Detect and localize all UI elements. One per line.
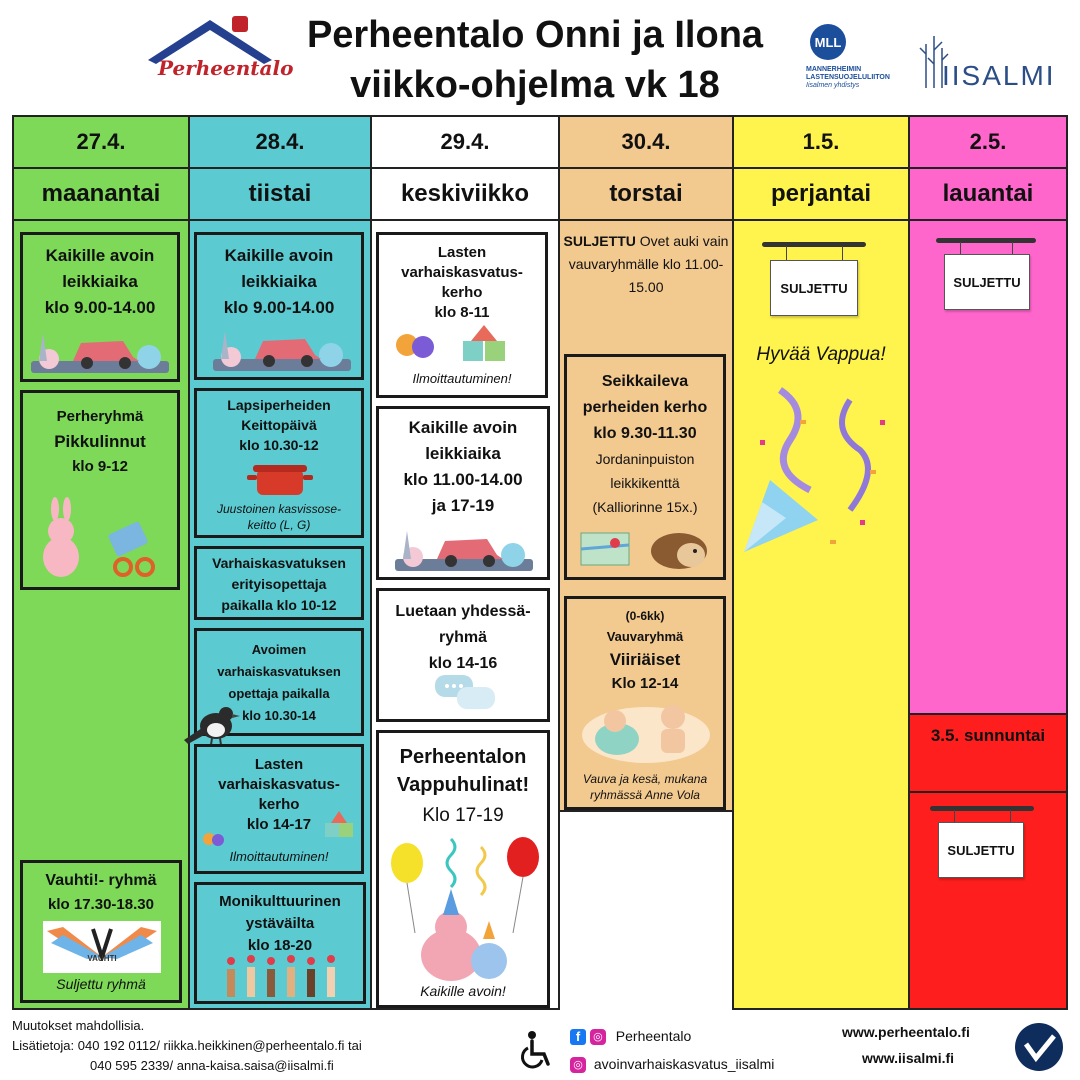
event-mon-playtime [20, 232, 180, 382]
event-line: leikkiaika [425, 444, 501, 463]
toy-blocks-icon [459, 323, 509, 363]
date-tuesday: 28.4. [190, 117, 370, 169]
vappu-greeting: Hyvää Vappua! [756, 344, 886, 365]
event-line: ystäväilta [245, 915, 315, 932]
event-line: klo 14-16 [428, 655, 498, 672]
event-line: Lasten [437, 244, 487, 261]
paint-hands-icon [201, 827, 227, 849]
sign-rod [936, 238, 1036, 243]
event-line: klo 10.30-14 [242, 708, 316, 723]
dayname-saturday: lauantai [910, 169, 1066, 221]
paint-hands-icon [393, 327, 439, 361]
event-tue-earlyedclub [194, 744, 364, 874]
event-line: varhaiskasvatuksen [217, 664, 341, 679]
event-mon-familygroup [20, 390, 180, 590]
facebook-icon: f [570, 1029, 586, 1045]
footer-social-facebook[interactable] [570, 1026, 691, 1046]
event-tue-specialteacher [194, 546, 364, 620]
event-line: Klo 12-14 [611, 675, 679, 692]
date-monday: 27.4. [14, 117, 188, 169]
page-title-line2: viikko-ohjelma vk 18 [350, 64, 720, 106]
dayname-friday: perjantai [734, 169, 908, 221]
event-note: Kaikille avoin! [420, 983, 506, 999]
event-line: vauvaryhmälle [568, 256, 659, 272]
dayname-wednesday: keskiviikko [372, 169, 558, 221]
event-tue-playtime [194, 232, 364, 380]
event-line: klo 10.30-12 [239, 437, 319, 453]
perheentalo-logo-text: Perheentalo [158, 56, 294, 80]
date-sunday: 3.5. [930, 726, 960, 745]
instagram-icon: ◎ [590, 1029, 606, 1045]
event-line: ryhmä [438, 629, 488, 646]
event-note: keitto (L, G) [247, 518, 311, 532]
link-iisalmi[interactable]: www.iisalmi.fi [862, 1050, 955, 1066]
dayname-monday: maanantai [14, 169, 188, 221]
event-line: klo 8-11 [434, 304, 490, 321]
event-wed-vappuhulinat [376, 730, 550, 1008]
toy-car-icon [29, 321, 171, 375]
event-line: Kaikille avoin [224, 246, 334, 265]
closed-sign-sunday: SULJETTU [938, 822, 1024, 878]
event-line: Luetaan yhdessä- [395, 603, 531, 620]
toy-car-icon [393, 519, 535, 573]
event-line: ja 17-19 [431, 496, 495, 515]
footer-contact-1: Lisätietoja: 040 192 0112/ riikka.heikkinen@perheentalo.fi tai [12, 1038, 362, 1053]
event-mon-vauhti [20, 860, 182, 1003]
sign-rope [1012, 242, 1013, 254]
event-line: Seikkaileva [601, 373, 689, 390]
event-line: Viiriäiset [609, 650, 681, 669]
event-line: Keittopäivä [241, 417, 317, 433]
footer-changes: Muutokset mahdollisia. [12, 1018, 145, 1033]
link-perheentalo[interactable]: www.perheentalo.fi [842, 1024, 970, 1040]
event-thu-adventureclub [564, 354, 726, 580]
event-note: ryhmässä Anne Vola [590, 788, 700, 802]
event-line: varhaiskasvatus- [218, 776, 340, 793]
event-line: klo 9.30-11.30 [593, 425, 697, 442]
map-hedgehog-icon [577, 525, 717, 571]
event-line: kerho [441, 284, 483, 301]
event-line: Vauhti!- ryhmä [45, 872, 157, 889]
sign-rope [954, 810, 955, 822]
event-line: klo 14-17 [246, 816, 312, 833]
date-saturday: 2.5. [910, 117, 1066, 169]
instagram-icon: ◎ [570, 1057, 586, 1073]
sign-rope [960, 242, 961, 254]
mll-logo: MLL [810, 24, 846, 60]
event-line: opettaja paikalla [228, 686, 330, 701]
vauhti-logo-text: VAUHTI [87, 954, 117, 963]
iisalmi-logo-text: IISALMI [942, 60, 1056, 91]
event-line: Perheentalon [399, 746, 527, 768]
event-wed-earlyedclub [376, 232, 548, 398]
closed-sign-friday: SULJETTU [770, 260, 858, 316]
event-line: leikkiaika [241, 272, 317, 291]
event-line: Perheryhmä [56, 408, 144, 425]
toy-car-icon [211, 319, 353, 373]
event-line: kerho [258, 796, 300, 813]
event-line: perheiden kerho [582, 399, 708, 416]
thu-closed-info [560, 230, 732, 299]
dayname-thursday: torstai [560, 169, 732, 221]
event-line: (Kalliorinne 15x.) [592, 499, 698, 515]
sign-rod [762, 242, 866, 247]
event-line: Klo 17-19 [422, 805, 504, 826]
date-wednesday: 29.4. [372, 117, 558, 169]
footer-contact-2: 040 595 2339/ anna-kaisa.saisa@iisalmi.fi [90, 1058, 334, 1073]
dayname-tuesday: tiistai [190, 169, 370, 221]
event-line: leikkikenttä [610, 475, 680, 491]
event-line: klo 17.30-18.30 [48, 896, 154, 913]
event-note: Ilmoittautuminen! [229, 849, 329, 864]
event-note: Suljettu ryhmä [56, 976, 146, 992]
event-line: Varhaiskasvatuksen [212, 555, 346, 571]
date-thursday: 30.4. [560, 117, 732, 169]
party-birds-balloons-icon [385, 837, 543, 987]
event-line: Lasten [254, 756, 304, 773]
event-line: Pikkulinnut [54, 432, 146, 451]
event-line: Ovet auki vain [639, 233, 729, 249]
event-wed-playtime [376, 406, 550, 580]
event-line: Jordaninpuiston [595, 451, 695, 467]
social-label: Perheentalo [615, 1028, 692, 1044]
event-line: Monikulttuurinen [219, 893, 341, 910]
organization-seal-icon [1014, 1022, 1064, 1072]
event-line: paikalla klo 10-12 [221, 597, 337, 613]
event-line: klo 9.00-14.00 [223, 298, 335, 317]
perheentalo-logo-house [140, 14, 280, 94]
babies-icon [581, 701, 711, 763]
raised-hands-hearts-icon [221, 955, 341, 997]
event-line: (0-6kk) [625, 609, 665, 623]
dayname-sunday: sunnuntai [963, 726, 1046, 745]
sunday-header [910, 715, 1066, 793]
event-line: klo 9-12 [72, 458, 128, 475]
event-line: leikkiaika [62, 272, 138, 291]
sign-rod [930, 806, 1034, 811]
column-friday [732, 115, 910, 1010]
wheelchair-accessible-icon [518, 1030, 554, 1070]
mll-text-1: MANNERHEIMIN [806, 66, 862, 73]
footer-social-instagram[interactable] [570, 1054, 774, 1074]
event-line: klo 18-20 [247, 937, 313, 954]
closed-sign-saturday: SULJETTU [944, 254, 1030, 310]
event-wed-readingroup [376, 588, 550, 722]
event-line: klo 9.00-14.00 [44, 298, 156, 317]
event-line: Kaikille avoin [408, 418, 518, 437]
event-tue-multicultural [194, 882, 366, 1004]
event-line: varhaiskasvatus- [401, 264, 523, 281]
soup-pot-icon [245, 461, 315, 497]
event-line: Lapsiperheiden [227, 397, 331, 413]
toy-blocks-icon [323, 809, 355, 839]
mll-text-3: Iisalmen yhdistys [806, 82, 860, 89]
event-line: Avoimen [251, 642, 307, 657]
event-line: klo 11.00-14.00 [403, 470, 523, 489]
party-confetti-icon [740, 380, 900, 560]
sign-rope [786, 246, 787, 260]
event-tue-soupday [194, 388, 364, 538]
date-friday: 1.5. [734, 117, 908, 169]
bunny-and-crafts-icon [33, 497, 173, 581]
event-note: Ilmoittautuminen! [412, 371, 512, 386]
event-thu-babygroup [564, 596, 726, 810]
event-line: klo 11.00-15.00 [628, 256, 724, 295]
mll-text-2: LASTENSUOJELULIITON [806, 74, 890, 81]
vauhti-logo [43, 921, 161, 973]
social-label: avoinvarhaiskasvatus_iisalmi [593, 1056, 775, 1072]
sign-rope [1010, 810, 1011, 822]
sign-rope [842, 246, 843, 260]
event-line: Vauvaryhmä [606, 629, 684, 644]
page-title-line1: Perheentalo Onni ja Ilona [306, 14, 764, 56]
event-line: erityisopettaja [231, 576, 327, 592]
event-line: Kaikille avoin [45, 246, 155, 265]
event-note: Juustoinen kasvissose- [216, 502, 342, 516]
event-line: Vappuhulinat! [396, 774, 530, 796]
column-saturday [908, 115, 1068, 715]
chat-bubbles-icon [433, 673, 499, 713]
event-line: SULJETTU [563, 233, 636, 249]
event-note: Vauva ja kesä, mukana [582, 772, 708, 786]
